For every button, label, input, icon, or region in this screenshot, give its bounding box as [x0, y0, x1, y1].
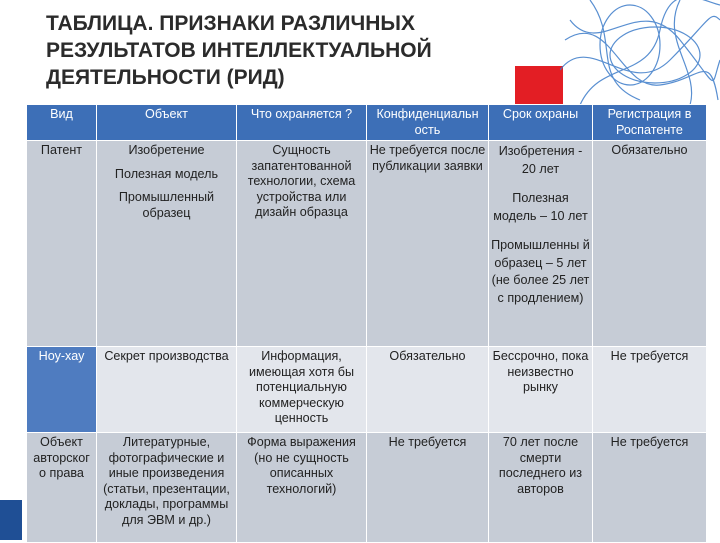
title-line-1: ТАБЛИЦА. ПРИЗНАКИ РАЗЛИЧНЫХ [46, 12, 415, 35]
cell-term: Бессрочно, пока неизвестно рынку [489, 347, 593, 433]
header-cell: Конфиденциальн ость [367, 105, 489, 141]
cell-registration: Обязательно [593, 141, 707, 347]
cell-object [97, 141, 237, 347]
cell-term [489, 141, 593, 347]
object-item: Промышленный образец [118, 190, 215, 220]
header-cell: Срок охраны [489, 105, 593, 141]
cell-object: Литературные, фотографические и иные произведения (статьи, презентации, доклады, программы для ЭВМ и др.) [97, 433, 237, 543]
cell-vid: Патент [27, 141, 97, 347]
cell-vid: Объект авторског о права [27, 433, 97, 543]
cell-object: Секрет производства [97, 347, 237, 433]
cell-vid: Ноу-хау [27, 347, 97, 433]
header-cell: Вид [27, 105, 97, 141]
cell-protected: Форма выражения (но не сущность описанных технологий) [237, 433, 367, 543]
decorative-curves-graphic [560, 0, 720, 105]
cell-protected: Сущность запатентованной технологии, схема устройства или дизайн образца [237, 141, 367, 347]
cell-protected: Информация, имеющая хотя бы потенциальную коммерческую ценность [237, 347, 367, 433]
cell-confidentiality: Обязательно [367, 347, 489, 433]
header-cell: Регистрация в Роспатенте [593, 105, 707, 141]
table-header-row [27, 105, 707, 141]
rid-features-table [26, 104, 707, 543]
header-cell: Объект [97, 105, 237, 141]
table-row [27, 347, 707, 433]
object-item: Изобретение [128, 143, 205, 157]
slide-title [46, 10, 526, 91]
red-accent-square [515, 66, 563, 106]
cell-registration: Не требуется [593, 347, 707, 433]
term-item: Промышленны й образец – 5 лет (не более 25 лет с продлением) [491, 238, 590, 305]
table-row [27, 433, 707, 543]
cell-confidentiality: Не требуется после публикации заявки [367, 141, 489, 347]
cell-term: 70 лет после смерти последнего из авторов [489, 433, 593, 543]
header-cell: Что охраняется ? [237, 105, 367, 141]
term-item: Полезная модель – 10 лет [493, 191, 588, 223]
cell-registration: Не требуется [593, 433, 707, 543]
term-item: Изобретения - 20 лет [498, 144, 583, 176]
object-item: Полезная модель [114, 166, 219, 181]
title-line-2: РЕЗУЛЬТАТОВ ИНТЕЛЛЕКТУАЛЬНОЙ [46, 39, 432, 62]
title-line-3: ДЕЯТЕЛЬНОСТИ (РИД) [46, 66, 285, 89]
blue-side-strip [0, 500, 22, 540]
table-row [27, 141, 707, 347]
cell-confidentiality: Не требуется [367, 433, 489, 543]
